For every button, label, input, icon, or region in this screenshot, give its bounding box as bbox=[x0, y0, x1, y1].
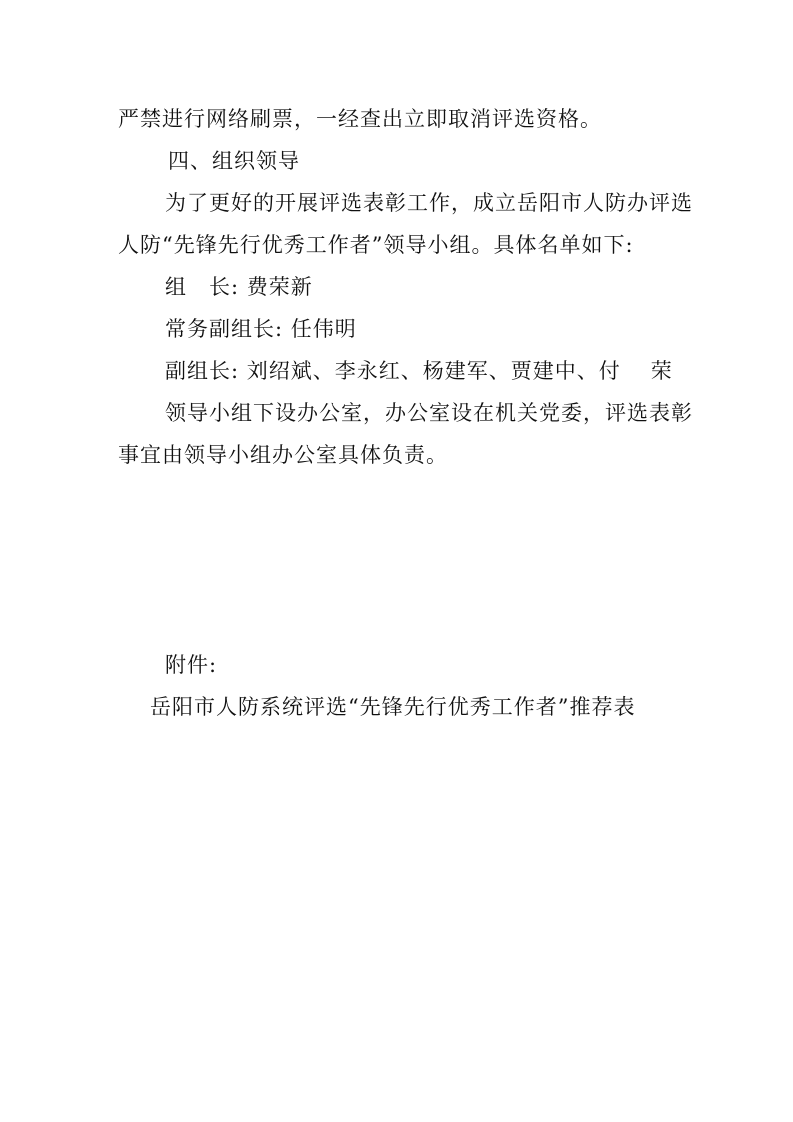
leader-name: 费荣新 bbox=[246, 275, 313, 299]
leader-line bbox=[165, 272, 313, 302]
deputies-label: 副组长: bbox=[165, 359, 240, 383]
paragraph-2-line-1: 领导小组下设办公室，办公室设在机关党委，评选表彰 bbox=[165, 401, 693, 425]
paragraph-1-line-2: 人防“先锋先行优秀工作者”领导小组。具体名单如下: bbox=[118, 233, 634, 257]
intro-tail-text: 严禁进行网络刷票，一经查出立即取消评选资格。 bbox=[118, 107, 602, 131]
executive-deputy-line bbox=[165, 314, 357, 344]
leader-label-b: 长: bbox=[209, 275, 240, 299]
deputies-last-char: 荣 bbox=[650, 359, 673, 383]
executive-deputy-name: 任伟明 bbox=[290, 317, 357, 341]
paragraph-1-line-1: 为了更好的开展评选表彰工作，成立岳阳市人防办评选 bbox=[165, 191, 693, 215]
leader-label-a: 组 bbox=[165, 275, 187, 299]
executive-deputy-label: 常务副组长: bbox=[165, 317, 284, 341]
deputies-names: 刘绍斌、李永红、杨建军、贾建中、付 bbox=[246, 359, 621, 383]
attachment-label: 附件: bbox=[165, 653, 218, 677]
deputies-line bbox=[165, 356, 673, 386]
attachment-title: 岳阳市人防系统评选“先锋先行优秀工作者”推荐表 bbox=[150, 695, 636, 719]
paragraph-2-line-2: 事宜由领导小组办公室具体负责。 bbox=[118, 443, 448, 467]
section-heading: 四、组织领导 bbox=[168, 149, 300, 173]
